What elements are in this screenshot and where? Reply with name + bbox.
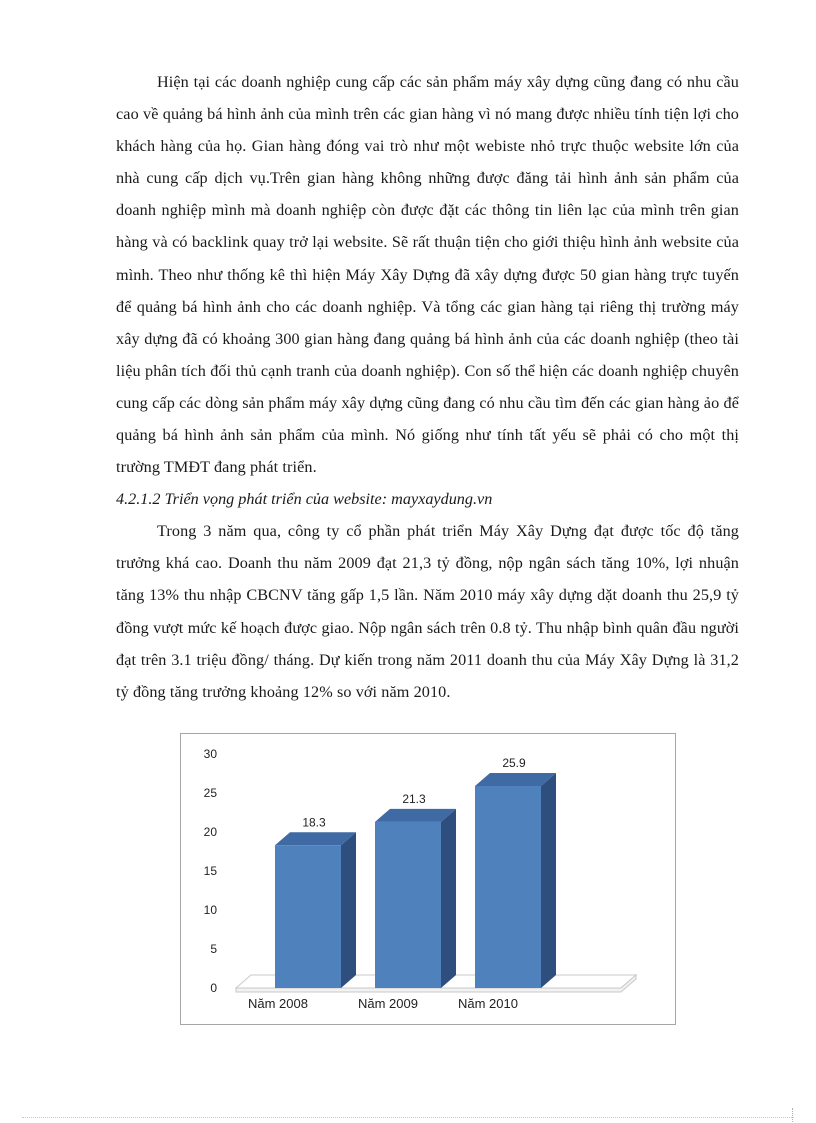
- bar-value-label: 18.3: [302, 815, 326, 830]
- y-tick-label: 0: [210, 981, 217, 995]
- revenue-chart: [180, 733, 676, 1025]
- page-footer-rule: [22, 1117, 794, 1118]
- x-category-label: Năm 2009: [358, 996, 418, 1011]
- bar-value-label: 25.9: [502, 755, 526, 770]
- section-heading: 4.2.1.2 Triển vọng phát triển của website: mayxaydung.vn: [116, 490, 493, 509]
- paragraph-market-booths: Hiện tại các doanh nghiệp cung cấp các sản phẩm máy xây dựng cũng đang có nhu cầu cao về quảng bá hình ảnh của mình trên các gian hàng vì nó mang được nhiều tính tiện lợi cho khách hàng của họ. Gian hàng đóng vai trò như một webiste nhỏ trực thuộc website lớn của nhà cung cấp dịch vụ.Trên gian hàng không những được đăng tải hình ảnh sản phẩm của doanh nghiệp mình mà doanh nghiệp còn được đặt các thông tin liên lạc của mình trên gian hàng và có backlink quay trở lại website. Sẽ rất thuận tiện cho giới thiệu hình ảnh website của mình. Theo như thống kê thì hiện Máy Xây Dựng đã xây dựng được 50 gian hàng trực tuyến để quảng bá hình ảnh cho các doanh nghiệp. Và tổng các gian hàng tại riêng thị trường máy xây dựng đã có khoảng 300 gian hàng đang quảng bá hình ảnh của các doanh nghiệp (theo tài liệu phân tích đối thủ cạnh tranh của doanh nghiệp). Con số thể hiện các doanh nghiệp chuyên cung cấp các dòng sản phẩm máy xây dựng cũng đang có nhu cầu tìm đến các gian hàng ảo để quảng bá hình ảnh sản phẩm của mình. Nó giống như tính tất yếu sẽ phải có cho một thị trường TMĐT đang phát triển.: [116, 73, 739, 477]
- y-tick-label: 25: [203, 786, 217, 800]
- y-tick-label: 10: [203, 903, 217, 917]
- y-tick-label: 15: [203, 864, 217, 878]
- document-body: [116, 66, 739, 708]
- y-tick-label: 20: [203, 825, 217, 839]
- x-category-label: Năm 2010: [458, 996, 518, 1011]
- x-category-label: Năm 2008: [248, 996, 308, 1011]
- bar-side: [341, 832, 356, 988]
- bar-side: [441, 809, 456, 988]
- y-tick-label: 5: [210, 942, 217, 956]
- bar-side: [541, 773, 556, 988]
- page-corner-mark: [792, 1108, 794, 1122]
- bar-value-label: 21.3: [402, 791, 426, 806]
- revenue-chart-svg: [181, 734, 675, 1024]
- paragraph-growth: Trong 3 năm qua, công ty cổ phần phát triển Máy Xây Dựng đạt được tốc độ tăng trưởng khá cao. Doanh thu năm 2009 đạt 21,3 tỷ đồng, nộp ngân sách tăng 10%, lợi nhuận tăng 13% thu nhập CBCNV tăng gấp 1,5 lần. Năm 2010 máy xây dựng dặt doanh thu 25,9 tỷ đồng vượt mức kế hoạch được giao. Nộp ngân sách trên 0.8 tỷ. Thu nhập bình quân đầu người đạt trên 3.1 triệu đồng/ tháng. Dự kiến trong năm 2011 doanh thu của Máy Xây Dựng là 31,2 tỷ đồng tăng trưởng khoảng 12% so với năm 2010.: [116, 522, 739, 701]
- y-tick-label: 30: [203, 747, 217, 761]
- bar-front: [275, 845, 341, 988]
- bar-front: [475, 786, 541, 988]
- bar-front: [375, 822, 441, 988]
